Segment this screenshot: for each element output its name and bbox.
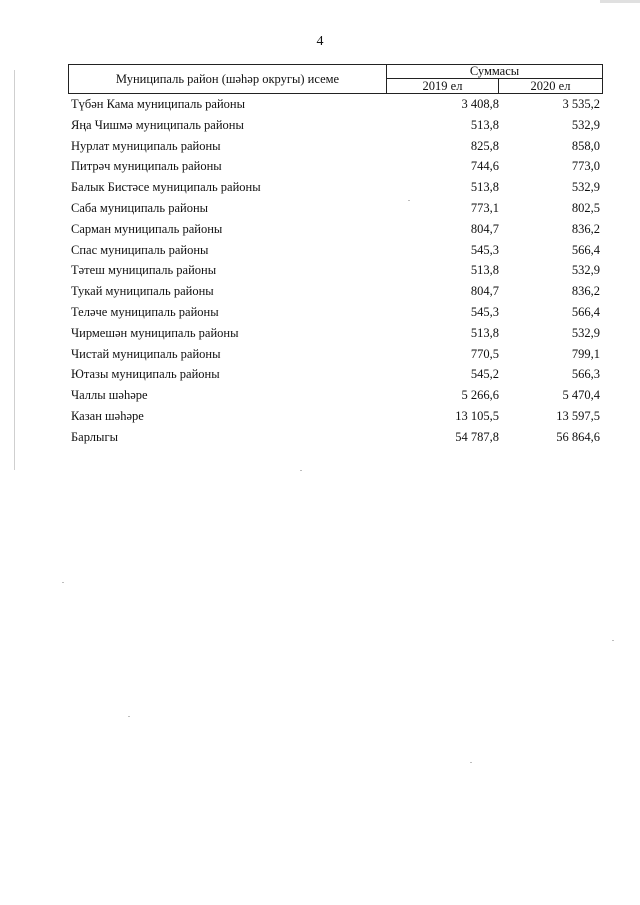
row-value-2020: 773,0 [571, 159, 600, 174]
table-row [68, 240, 603, 261]
table-row [68, 344, 603, 365]
table-row [68, 364, 603, 385]
row-value-2020: 532,9 [571, 263, 600, 278]
row-name: Тукай муниципаль районы [71, 284, 214, 299]
row-value-2020: 858,0 [571, 138, 600, 153]
row-name: Балык Бистәсе муниципаль районы [71, 180, 261, 195]
row-value-2019: 513,8 [470, 263, 499, 278]
row-value-2019: 54 787,8 [455, 429, 499, 444]
row-value-2020: 3 535,2 [562, 97, 600, 111]
row-name: Сарман муниципаль районы [71, 221, 223, 236]
scan-speck [128, 716, 130, 717]
table-row [68, 323, 603, 344]
row-value-2020: 566,4 [571, 304, 600, 319]
row-value-2019: 825,8 [470, 138, 499, 153]
scan-speck [470, 762, 472, 763]
row-value-2020: 13 597,5 [556, 408, 600, 423]
row-value-2020: 532,9 [571, 117, 600, 132]
scan-speck [408, 200, 410, 201]
table-row [68, 136, 603, 157]
row-value-2020: 802,5 [571, 200, 600, 215]
row-value-2020: 566,3 [571, 367, 600, 382]
table-row [68, 94, 603, 115]
table-row [68, 177, 603, 198]
header-sum-title: Суммасы [387, 65, 602, 79]
row-name: Спас муниципаль районы [71, 242, 209, 257]
row-name: Казан шәһәре [71, 408, 144, 423]
scan-speck [62, 582, 64, 583]
table-body [68, 94, 603, 448]
row-name: Нурлат муниципаль районы [71, 138, 221, 153]
row-value-2020: 836,2 [571, 284, 600, 299]
table-row [68, 198, 603, 219]
row-value-2020: 836,2 [571, 221, 600, 236]
table-header [68, 64, 603, 94]
row-value-2019: 513,8 [470, 117, 499, 132]
table-row [68, 281, 603, 302]
table-row [68, 219, 603, 240]
row-value-2019: 770,5 [470, 346, 499, 361]
row-name: Барлыгы [71, 429, 118, 444]
row-value-2019: 545,3 [470, 242, 499, 257]
row-value-2019: 804,7 [470, 221, 499, 236]
header-year-2020: 2020 ел [530, 79, 571, 93]
scan-corner-mark [600, 0, 640, 3]
row-value-2019: 744,6 [470, 159, 499, 174]
row-value-2019: 513,8 [470, 325, 499, 340]
row-name: Чирмешән муниципаль районы [71, 325, 239, 340]
row-name: Ютазы муниципаль районы [71, 367, 220, 382]
row-value-2020: 532,9 [571, 180, 600, 195]
page-number: 4 [316, 34, 324, 49]
row-value-2019: 545,3 [470, 304, 499, 319]
table-row [68, 427, 603, 448]
table-row [68, 260, 603, 281]
row-name: Тәтеш муниципаль районы [71, 263, 217, 278]
row-name: Чистай муниципаль районы [71, 346, 221, 361]
header-name-column: Муниципаль район (шәһәр округы) исеме [69, 65, 387, 93]
row-name: Түбән Кама муниципаль районы [71, 97, 245, 111]
table-row [68, 406, 603, 427]
row-value-2020: 799,1 [571, 346, 600, 361]
scan-edge-line [14, 70, 15, 470]
row-name: Чаллы шәһәре [71, 388, 148, 403]
scan-speck [612, 640, 614, 641]
row-value-2019: 773,1 [470, 200, 499, 215]
table-row [68, 115, 603, 136]
table-row [68, 156, 603, 177]
row-name: Саба муниципаль районы [71, 200, 209, 215]
row-value-2019: 5 266,6 [461, 388, 499, 403]
row-value-2019: 3 408,8 [461, 97, 499, 111]
row-value-2020: 532,9 [571, 325, 600, 340]
table-row [68, 302, 603, 323]
budget-table [68, 64, 603, 448]
row-value-2019: 513,8 [470, 180, 499, 195]
row-value-2019: 545,2 [470, 367, 499, 382]
header-year-2019: 2019 ел [387, 79, 499, 94]
row-value-2020: 5 470,4 [562, 388, 600, 403]
row-name: Теләче муниципаль районы [71, 304, 219, 319]
table-row [68, 385, 603, 406]
scan-speck [300, 470, 302, 471]
row-value-2019: 13 105,5 [455, 408, 499, 423]
row-value-2020: 566,4 [571, 242, 600, 257]
row-value-2019: 804,7 [470, 284, 499, 299]
row-name: Яңа Чишмә муниципаль районы [71, 117, 244, 132]
row-value-2020: 56 864,6 [556, 429, 600, 444]
row-name: Питрәч муниципаль районы [71, 159, 222, 174]
